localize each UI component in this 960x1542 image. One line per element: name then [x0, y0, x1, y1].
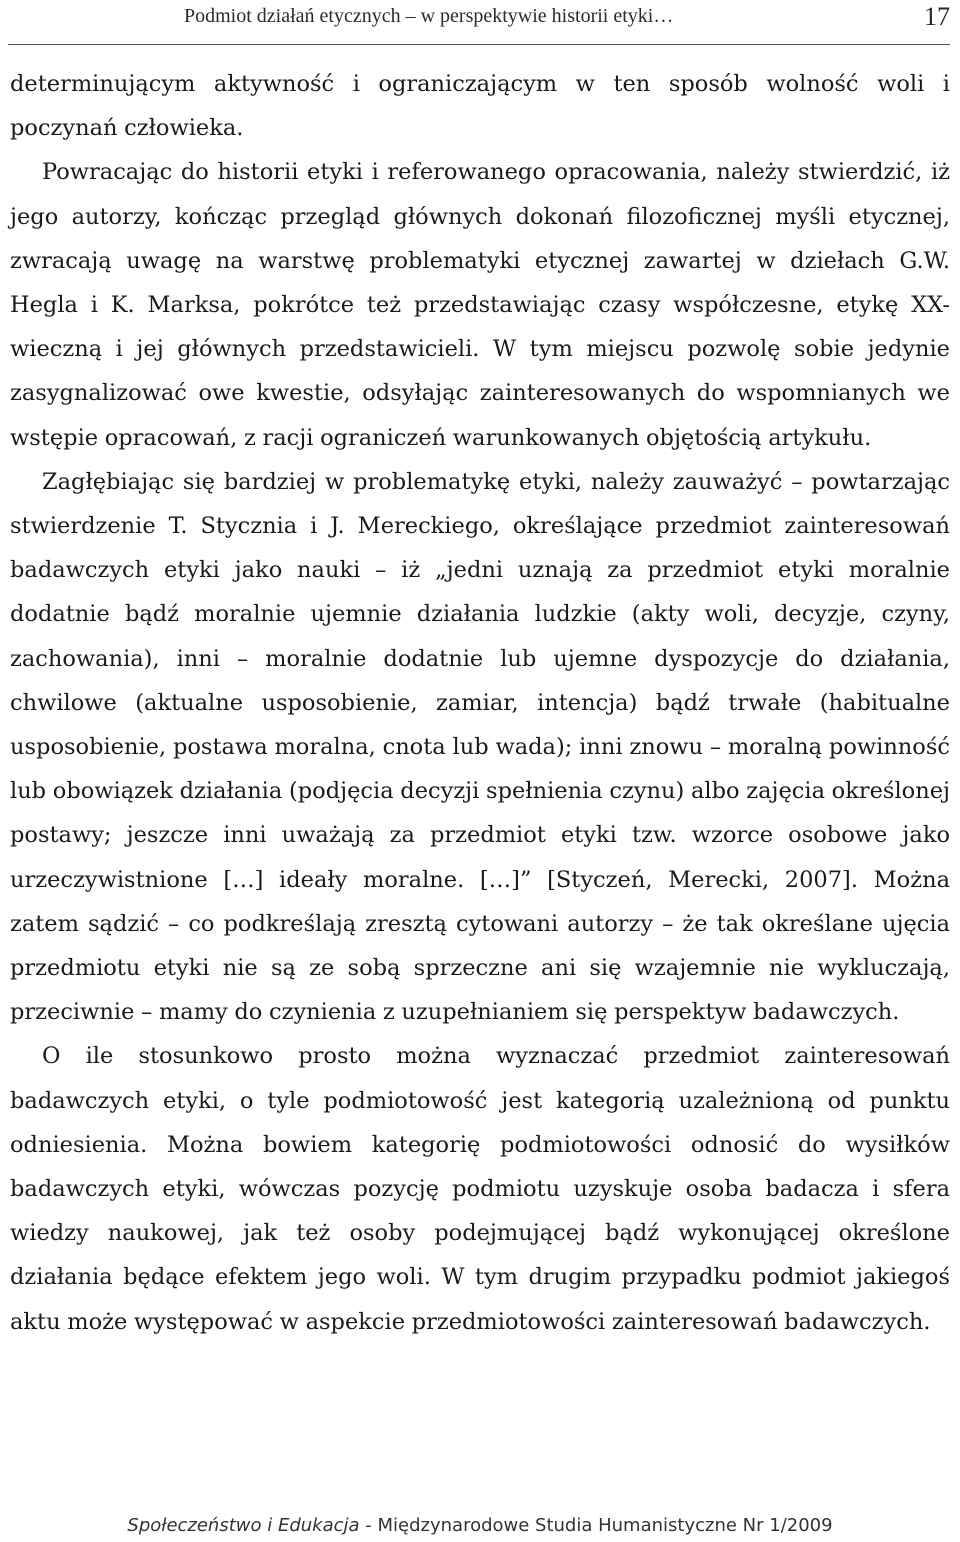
page-number: 17	[924, 2, 950, 31]
paragraph-4: O ile stosunkowo prosto można wyznaczać przedmiot zainteresowań badawczych etyki, o tyle podmiotowość jest kategorią uzależnioną od punktu odniesienia. Można bowiem kategorię podmiotowości odnosić do wysiłków badawczych etyki, wówczas pozycję podmiotu uzyskuje osoba badacza i sfera wiedzy naukowej, jak też osoby podejmującej bądź wykonującej określone działania będące efektem jego woli. W tym drugim przypadku podmiot jakiegoś aktu może występować w aspekcie przedmiotowości zainteresowań badawczych.	[10, 1043, 950, 1335]
paragraph-1: determinującym aktywność i ograniczającym w ten sposób wolność woli i poczynań człowieka.	[10, 71, 950, 142]
journal-name: Społeczeństwo i Edukacja	[127, 1515, 360, 1536]
article-body	[10, 62, 950, 1344]
paragraph-2: Powracając do historii etyki i referowanego opracowania, należy stwierdzić, iż jego autorzy, kończąc przegląd głównych dokonań filozoficznej myśli etycznej, zwracają uwagę na warstwę problematyki etycznej zawartej w dziełach G.W. Hegla i K. Marksa, pokrótce też przedstawiając czasy współczesne, etykę XX-wieczną i jej głównych przedstawicieli. W tym miejscu pozwolę sobie jedynie zasygnalizować owe kwestie, odsyłając zainteresowanych do wspomnianych we wstępie opracowań, z racji ograniczeń warunkowanych objętością artykułu.	[10, 159, 950, 451]
paragraph-3: Zagłębiając się bardziej w problematykę etyki, należy zauważyć – powtarzając stwierdzenie T. Stycznia i J. Mereckiego, określające przedmiot zainteresowań badawczych etyki jako nauki – iż „jedni uznają za przedmiot etyki moralnie dodatnie bądź moralnie ujemnie działania ludzkie (akty woli, decyzje, czyny, zachowania), inni – moralnie dodatnie lub ujemne dyspozycje do działania, chwilowe (aktualne usposobienie, zamiar, intencja) bądź trwałe (habitualne usposobienie, postawa moralna, cnota lub wada); inni znowu – moralną powinność lub obowiązek działania (podjęcia decyzji spełnienia czynu) albo zajęcia określonej postawy; jeszcze inni uważają za przedmiot etyki tzw. wzorce osobowe jako urzeczywistnione […] ideały moralne. […]” [Styczeń, Merecki, 2007]. Można zatem sądzić – co podkreślają zresztą cytowani autorzy – że tak określane ujęcia przedmiotu etyki nie są ze sobą sprzeczne ani się wzajemnie nie wykluczają, przeciwnie – mamy do czynienia z uzupełnianiem się perspektyw badawczych.	[10, 468, 950, 1026]
journal-footer	[0, 1514, 960, 1538]
running-title: Podmiot działań etycznych – w perspektywie historii etyki…	[184, 5, 674, 27]
running-header	[8, 0, 950, 45]
journal-subtitle: - Międzynarodowe Studia Humanistyczne Nr 1/2009	[365, 1515, 833, 1536]
